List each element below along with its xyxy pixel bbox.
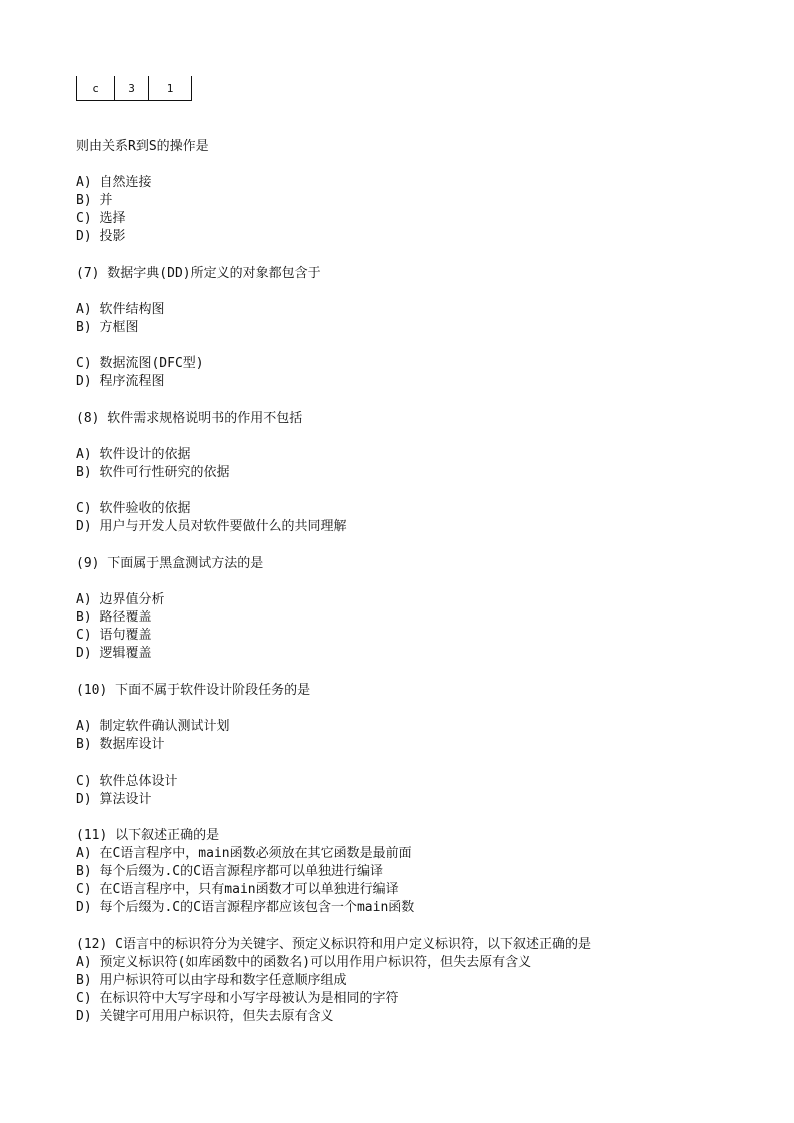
table-cell: 1 — [149, 76, 192, 101]
option-c: C) 在C语言程序中，只有main函数才可以单独进行编译 — [76, 882, 399, 897]
option-b: B) 方框图 — [76, 320, 139, 335]
option-c: C) 选择 — [76, 211, 126, 226]
option-a: A) 在C语言程序中，main函数必须放在其它函数是最前面 — [76, 846, 412, 861]
option-d: D) 逻辑覆盖 — [76, 646, 152, 661]
option-d: D) 每个后缀为.C的C语言源程序都应该包含一个main函数 — [76, 900, 415, 915]
option-a: A) 制定软件确认测试计划 — [76, 719, 230, 734]
table-cell: 3 — [115, 76, 149, 101]
option-c: C) 软件验收的依据 — [76, 501, 191, 516]
option-a: A) 边界值分析 — [76, 592, 165, 607]
option-b: B) 并 — [76, 193, 113, 208]
option-b: B) 数据库设计 — [76, 737, 165, 752]
option-d: D) 投影 — [76, 229, 126, 244]
table-cell: c — [77, 76, 115, 101]
option-c: C) 数据流图(DFC型) — [76, 356, 204, 371]
option-d: D) 程序流程图 — [76, 374, 165, 389]
option-a: A) 预定义标识符(如库函数中的函数名)可以用作用户标识符，但失去原有含义 — [76, 955, 532, 970]
option-a: A) 自然连接 — [76, 175, 152, 190]
option-d: D) 用户与开发人员对软件要做什么的共同理解 — [76, 519, 347, 534]
table-row — [77, 76, 192, 101]
option-d: D) 算法设计 — [76, 792, 152, 807]
option-b: B) 路径覆盖 — [76, 610, 152, 625]
question-10-text: (10) 下面不属于软件设计阶段任务的是 — [76, 683, 311, 698]
option-b: B) 软件可行性研究的依据 — [76, 465, 230, 480]
question-12-text: (12) C语言中的标识符分为关键字、预定义标识符和用户定义标识符，以下叙述正确的是 — [76, 937, 591, 952]
question-7-text: (7) 数据字典(DD)所定义的对象都包含于 — [76, 266, 321, 281]
relation-s-table-fragment — [76, 76, 192, 101]
option-d: D) 关键字可用用户标识符，但失去原有含义 — [76, 1009, 334, 1024]
option-c: C) 语句覆盖 — [76, 628, 152, 643]
option-c: C) 软件总体设计 — [76, 774, 178, 789]
document-page — [76, 76, 736, 1024]
option-a: A) 软件设计的依据 — [76, 447, 191, 462]
option-b: B) 用户标识符可以由字母和数字任意顺序组成 — [76, 973, 347, 988]
option-b: B) 每个后缀为.C的C语言源程序都可以单独进行编译 — [76, 864, 383, 879]
option-c: C) 在标识符中大写字母和小写字母被认为是相同的字符 — [76, 991, 399, 1006]
option-a: A) 软件结构图 — [76, 302, 165, 317]
question-11-text: (11) 以下叙述正确的是 — [76, 828, 220, 843]
question-8-text: (8) 软件需求规格说明书的作用不包括 — [76, 411, 303, 426]
question-text: 则由关系R到S的操作是 — [76, 139, 209, 154]
question-9-text: (9) 下面属于黑盒测试方法的是 — [76, 556, 264, 571]
